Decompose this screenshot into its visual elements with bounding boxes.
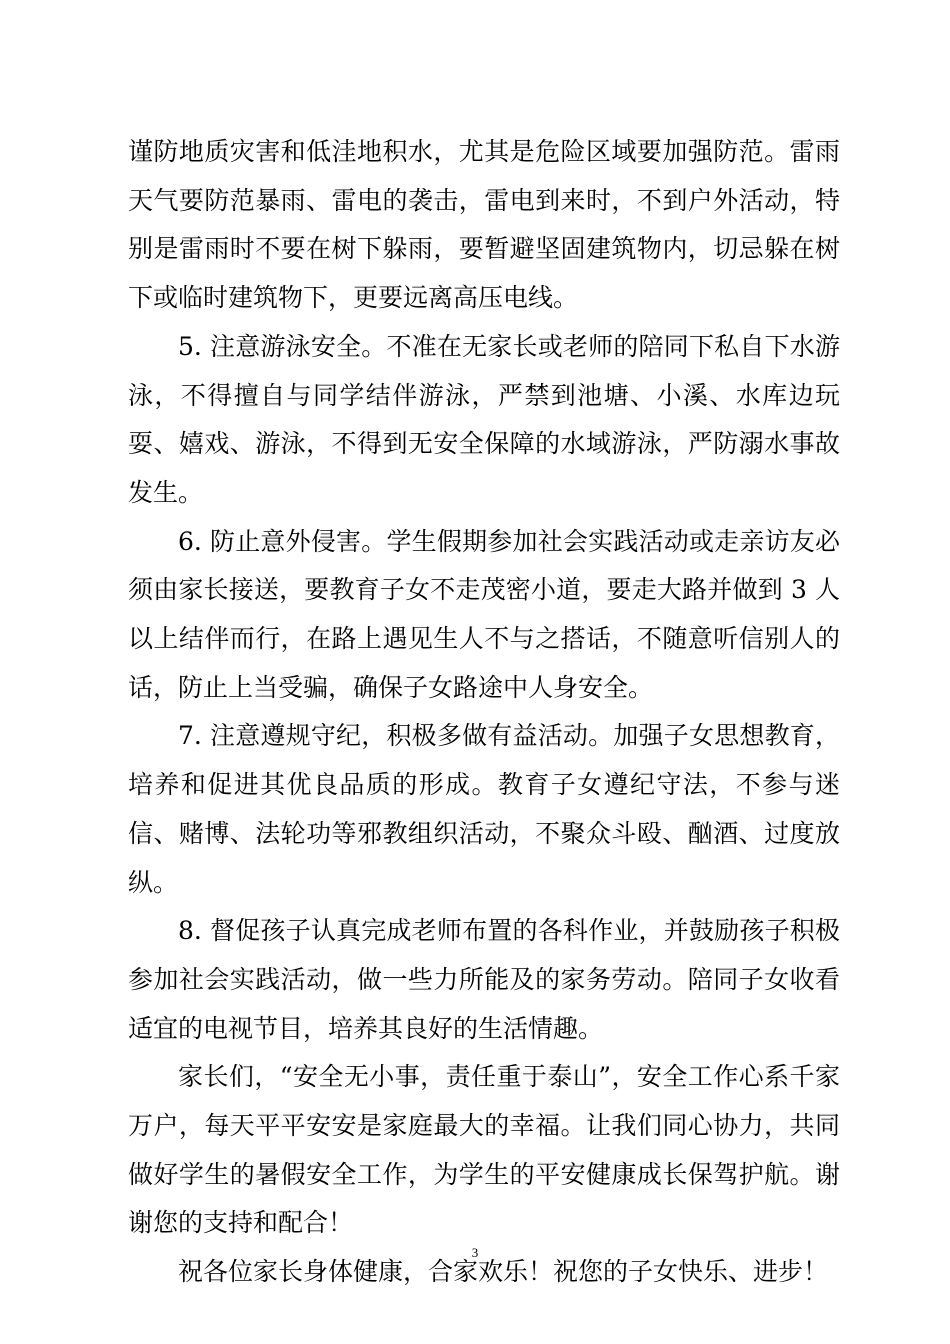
page-number: 3 [471,1245,479,1260]
paragraph-item-5: 5. 注意游泳安全。不准在无家长或老师的陪同下私自下水游泳，不得擅自与同学结伴游泳，严禁到池塘、小溪、水库边玩耍、嬉戏、游泳，不得到无安全保障的水域游泳，严防溺水事故发生。 [128,331,840,507]
document-body [128,128,840,1297]
paragraph-closing: 家长们，“安全无小事，责任重于泰山”，安全工作心系千家万户，每天平平安安是家庭最大的幸福。让我们同心协力，共同做好学生的暑假安全工作，为学生的平安健康成长保驾护航。谢谢您的支持和配合！ [128,1062,840,1238]
paragraph-continuation: 谨防地质灾害和低洼地积水，尤其是危险区域要加强防范。雷雨天气要防范暴雨、雷电的袭击，雷电到来时，不到户外活动，特别是雷雨时不要在树下躲雨，要暂避坚固建筑物内，切忌躲在树下或临时建筑物下，更要远离高压电线。 [128,137,840,313]
paragraph-item-6: 6. 防止意外侵害。学生假期参加社会实践活动或走亲访友必须由家长接送，要教育子女不走茂密小道，要走大路并做到 3 人以上结伴而行，在路上遇见生人不与之搭话，不随意听信别人的话，防止上当受骗，确保子女路途中人身安全。 [128,526,840,702]
paragraph-blessing: 祝各位家长身体健康，合家欢乐！祝您的子女快乐、进步！ [178,1257,829,1287]
paragraph-item-7: 7. 注意遵规守纪，积极多做有益活动。加强子女思想教育，培养和促进其优良品质的形成。教育子女遵纪守法，不参与迷信、赌博、法轮功等邪教组织活动，不聚众斗殴、酗酒、过度放纵。 [128,721,840,897]
paragraph-item-8: 8. 督促孩子认真完成老师布置的各科作业，并鼓励孩子积极参加社会实践活动，做一些力所能及的家务劳动。陪同子女收看适宜的电视节目，培养其良好的生活情趣。 [128,916,840,1043]
